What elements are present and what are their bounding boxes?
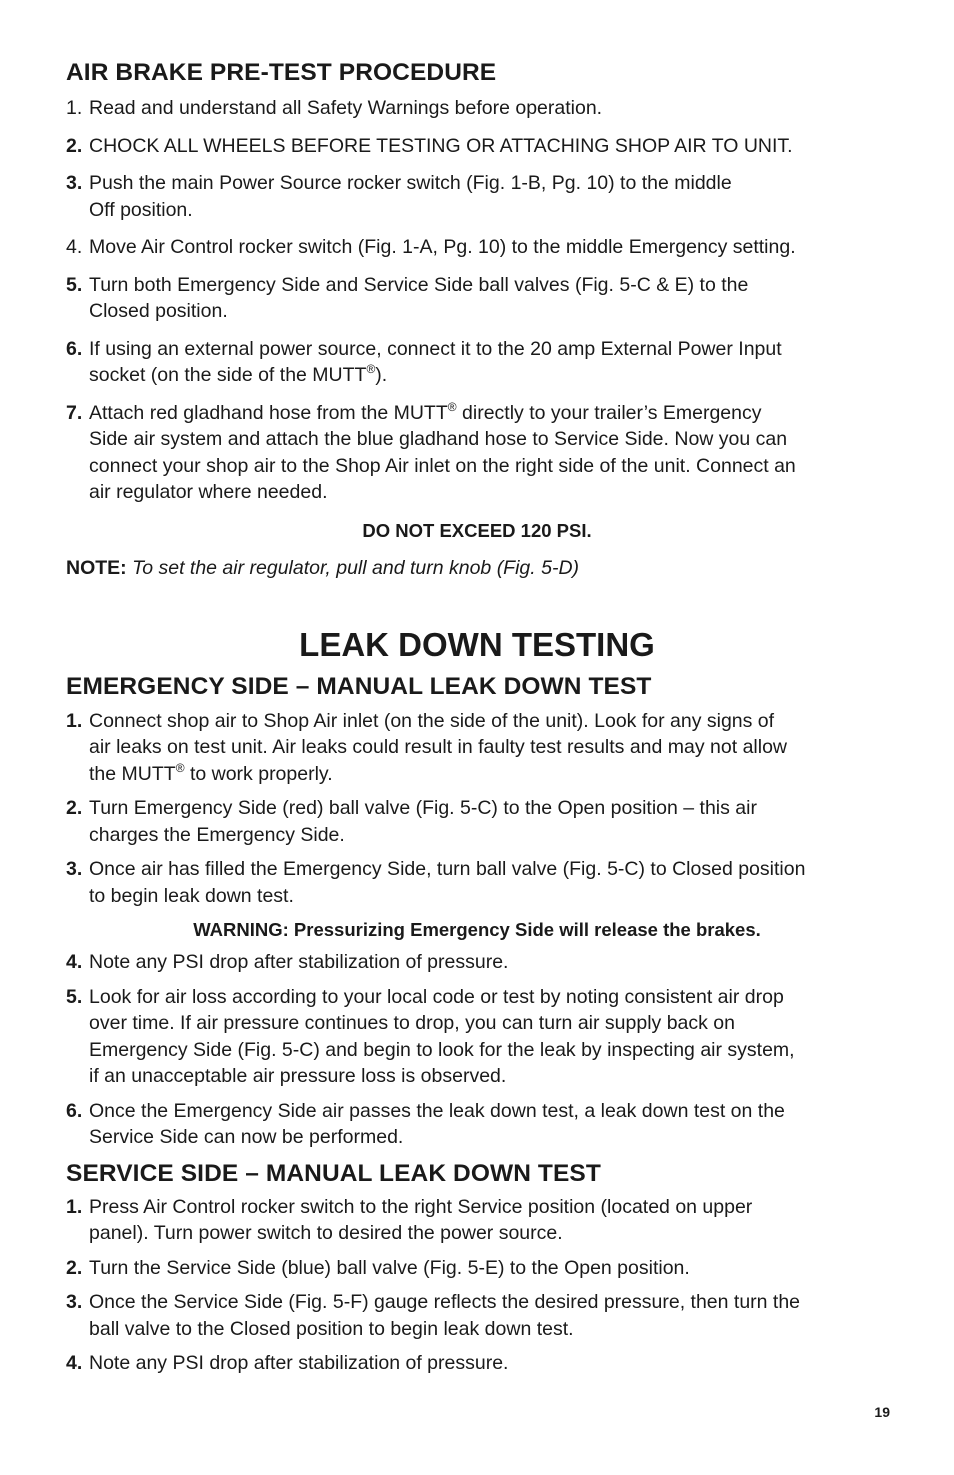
service-heading: SERVICE SIDE – MANUAL LEAK DOWN TEST [66,1159,601,1187]
regulator-note: NOTE: To set the air regulator, pull and turn knob (Fig. 5-D) [66,556,580,579]
pretest-item-5: 5. Turn both Emergency Side and Service Side ball valves (Fig. 5-C & E) to the Closed position. [66,273,749,322]
pretest-item-1: 1. Read and understand all Safety Warnings before operation. [66,97,603,119]
service-item-3: 3. Once the Service Side (Fig. 5-F) gauge reflects the desired pressure, then turn the ball valve to the Closed position to begin leak down test. [66,1291,801,1340]
page-content [66,56,888,1377]
emergency-item-5: 5. Look for air loss according to your local code or test by noting consistent air drop over time. If air pressure continues to drop, you can turn air supply back on Emergency Side (Fig. 5-C) and begin to look for the leak by inspecting air system, if an unacceptable air pressure loss is observed. [66,985,795,1087]
pretest-item-2: 2. CHOCK ALL WHEELS BEFORE TESTING OR ATTACHING SHOP AIR TO UNIT. [66,134,793,157]
registered-mark: ® [447,399,457,414]
psi-warning: DO NOT EXCEED 120 PSI. [362,519,592,541]
registered-mark: ® [366,362,376,376]
service-item-4: 4. Note any PSI drop after stabilization of pressure. [66,1352,509,1374]
pretest-item-4: 4. Move Air Control rocker switch (Fig. 1-A, Pg. 10) to the middle Emergency setting. [66,236,796,258]
emergency-item-1: 1. Connect shop air to Shop Air inlet (on the side of the unit). Look for any signs of air leaks on test unit. Air leaks could result in faulty test results and may not allow the MUTT® to work properly. [66,709,788,785]
emergency-item-3: 3. Once air has filled the Emergency Side, turn ball valve (Fig. 5-C) to Closed position to begin leak down test. [66,858,806,907]
pretest-heading: AIR BRAKE PRE-TEST PROCEDURE [66,59,497,86]
pretest-item-3: 3. Push the main Power Source rocker switch (Fig. 1-B, Pg. 10) to the middle Off position. [66,172,732,221]
service-item-2: 2. Turn the Service Side (blue) ball valve (Fig. 5-E) to the Open position. [66,1256,690,1279]
emergency-item-6: 6. Once the Emergency Side air passes the leak down test, a leak down test on the Service Side can now be performed. [66,1099,785,1148]
brake-release-warning: WARNING: Pressurizing Emergency Side will release the brakes. [193,919,761,940]
pretest-item-6: 6. If using an external power source, connect it to the 20 amp External Power Input socket (on the side of the MUTT®). [66,337,782,386]
page-number: 19 [874,1404,890,1420]
registered-mark: ® [175,760,185,775]
emergency-item-4: 4. Note any PSI drop after stabilization of pressure. [66,951,509,973]
emergency-item-2: 2. Turn Emergency Side (red) ball valve (Fig. 5-C) to the Open position – this air charges the Emergency Side. [66,797,757,846]
pretest-item-7: 7. Attach red gladhand hose from the MUTT® directly to your trailer’s Emergency Side air system and attach the blue gladhand hose to Service Side. Now you can connect your shop air to the Shop Air inlet on the right side of the unit. Connect an air regulator where needed. [66,399,796,503]
emergency-heading: EMERGENCY SIDE – MANUAL LEAK DOWN TEST [66,672,652,700]
leak-down-title: LEAK DOWN TESTING [299,625,655,663]
service-item-1: 1. Press Air Control rocker switch to the right Service position (located on upper panel). Turn power switch to desired the power source. [66,1195,753,1244]
